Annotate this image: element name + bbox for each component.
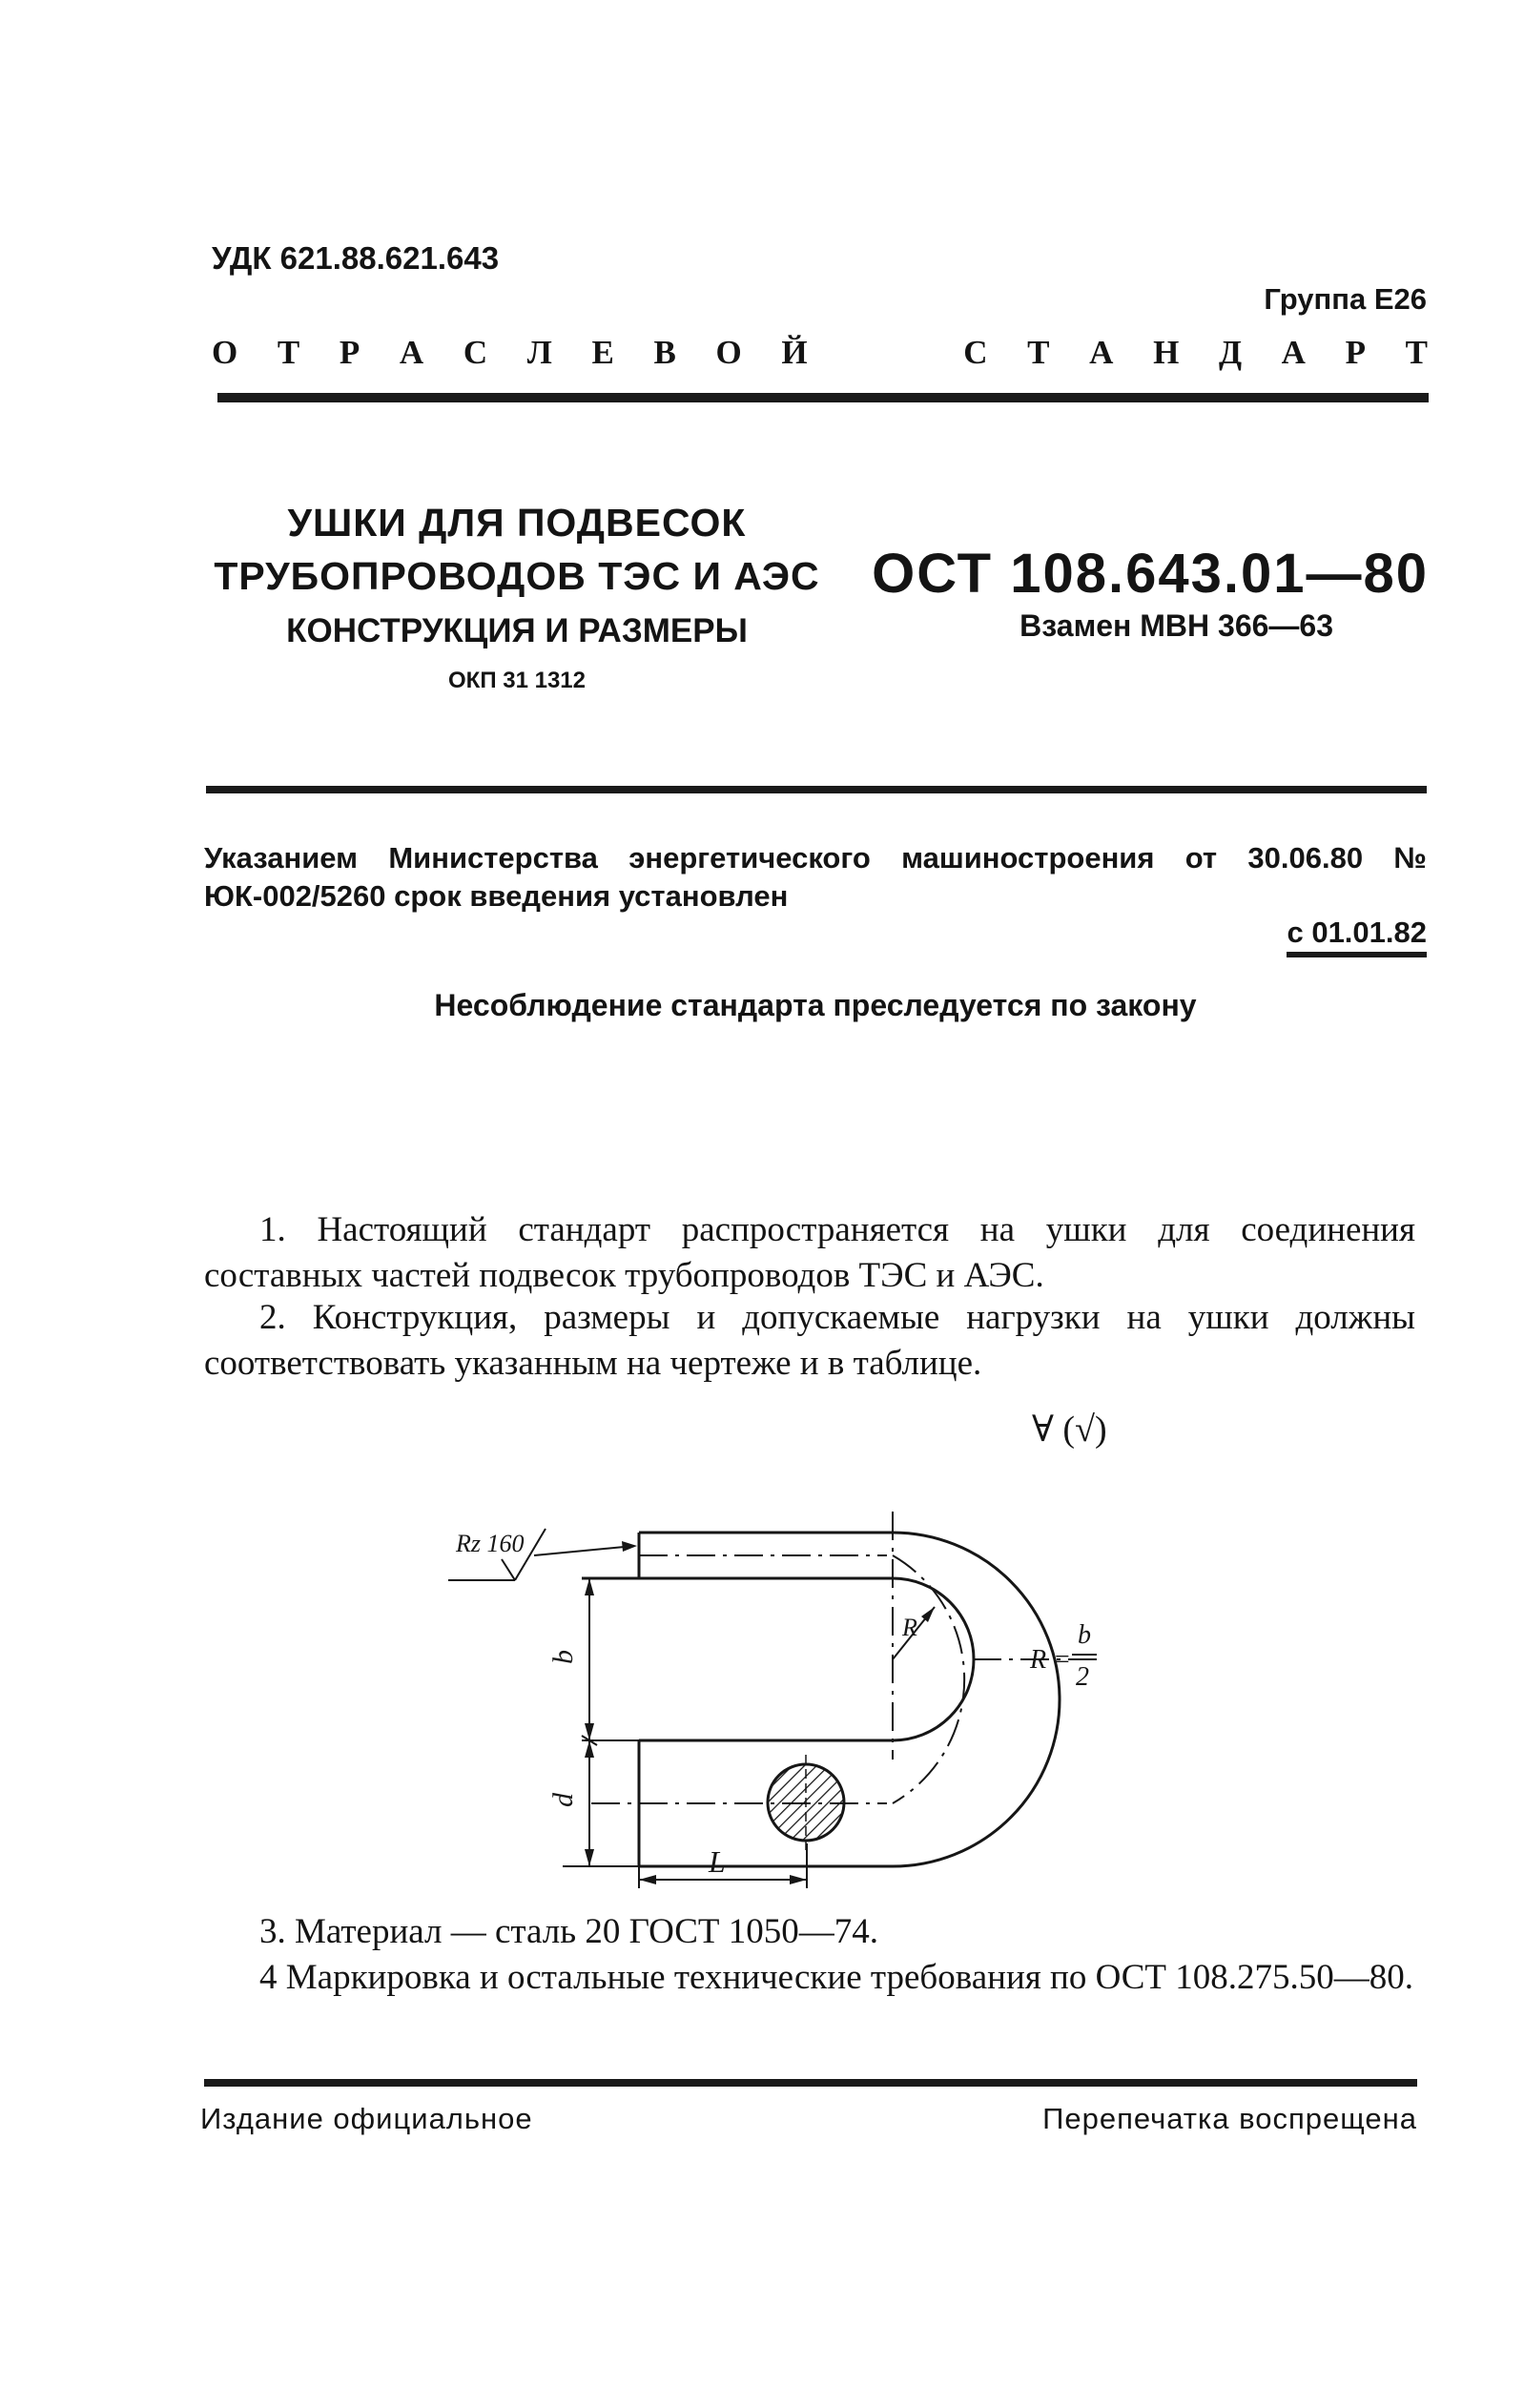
- footer-reprint-notice: Перепечатка воспрещена: [1042, 2102, 1417, 2135]
- general-roughness-mark: ∀ (√): [1032, 1410, 1107, 1450]
- inner-radius-label: R: [902, 1614, 917, 1641]
- middle-rule: [206, 786, 1427, 793]
- introduction-note: Указанием Министерства энергетического машиностроения от 30.06.80 № ЮК-002/5260 срок введения установлен: [204, 841, 1427, 913]
- title-line-2: ТРУБОПРОВОДОВ ТЭС И АЭС: [214, 554, 820, 598]
- title-line-1: УШКИ ДЛЯ ПОДВЕСОК: [287, 501, 747, 545]
- top-rule: [217, 393, 1429, 402]
- slot-arc: [893, 1578, 974, 1740]
- group-code: Группа Е26: [1264, 282, 1427, 316]
- paragraph-3: 3. Материал — сталь 20 ГОСТ 1050—74.: [259, 1912, 879, 1951]
- paragraph-4: 4 Маркировка и остальные технические требования по ОСТ 108.275.50—80.: [259, 1958, 1414, 1997]
- footer-edition: Издание официальное: [200, 2102, 533, 2135]
- dim-d-label: d: [547, 1793, 579, 1807]
- dim-b-label: b: [547, 1650, 579, 1664]
- document-title: [202, 496, 832, 603]
- udk-code: УДК 621.88.621.643: [212, 240, 500, 276]
- roughness-label: Rz 160: [456, 1530, 525, 1557]
- standard-number: ОСТ 108.643.01—80: [872, 543, 1429, 605]
- legal-warning: Несоблюдение стандарта преследуется по закону: [434, 988, 1197, 1022]
- paragraph-1: 1. Настоящий стандарт распространяется на ушки для соединения составных частей подвесок трубопроводов ТЭС и АЭС.: [204, 1210, 1415, 1295]
- okp-code: ОКП 31 1312: [448, 668, 586, 693]
- lug-drawing: [439, 1512, 1164, 1888]
- effective-date: с 01.01.82: [1287, 916, 1427, 957]
- outer-radius-label: R =: [1030, 1645, 1071, 1675]
- document-subtitle: КОНСТРУКЦИЯ И РАЗМЕРЫ: [286, 612, 748, 649]
- standard-category: [212, 334, 1429, 372]
- footer-rule: [204, 2079, 1417, 2087]
- replaces-note: Взамен МВН 366—63: [1019, 608, 1333, 643]
- outer-radius-numerator: b: [1078, 1620, 1091, 1650]
- outer-radius-denominator: 2: [1076, 1662, 1089, 1692]
- paragraph-2: 2. Конструкция, размеры и допускаемые нагрузки на ушки должны соответствовать указанным на чертеже и в таблице.: [204, 1298, 1415, 1383]
- standard-category-text: О Т Р А С Л Е В О Й С Т А Н Д А Р Т: [212, 334, 1429, 371]
- centerline-arc: [893, 1555, 964, 1803]
- dim-L-label: L: [709, 1844, 726, 1879]
